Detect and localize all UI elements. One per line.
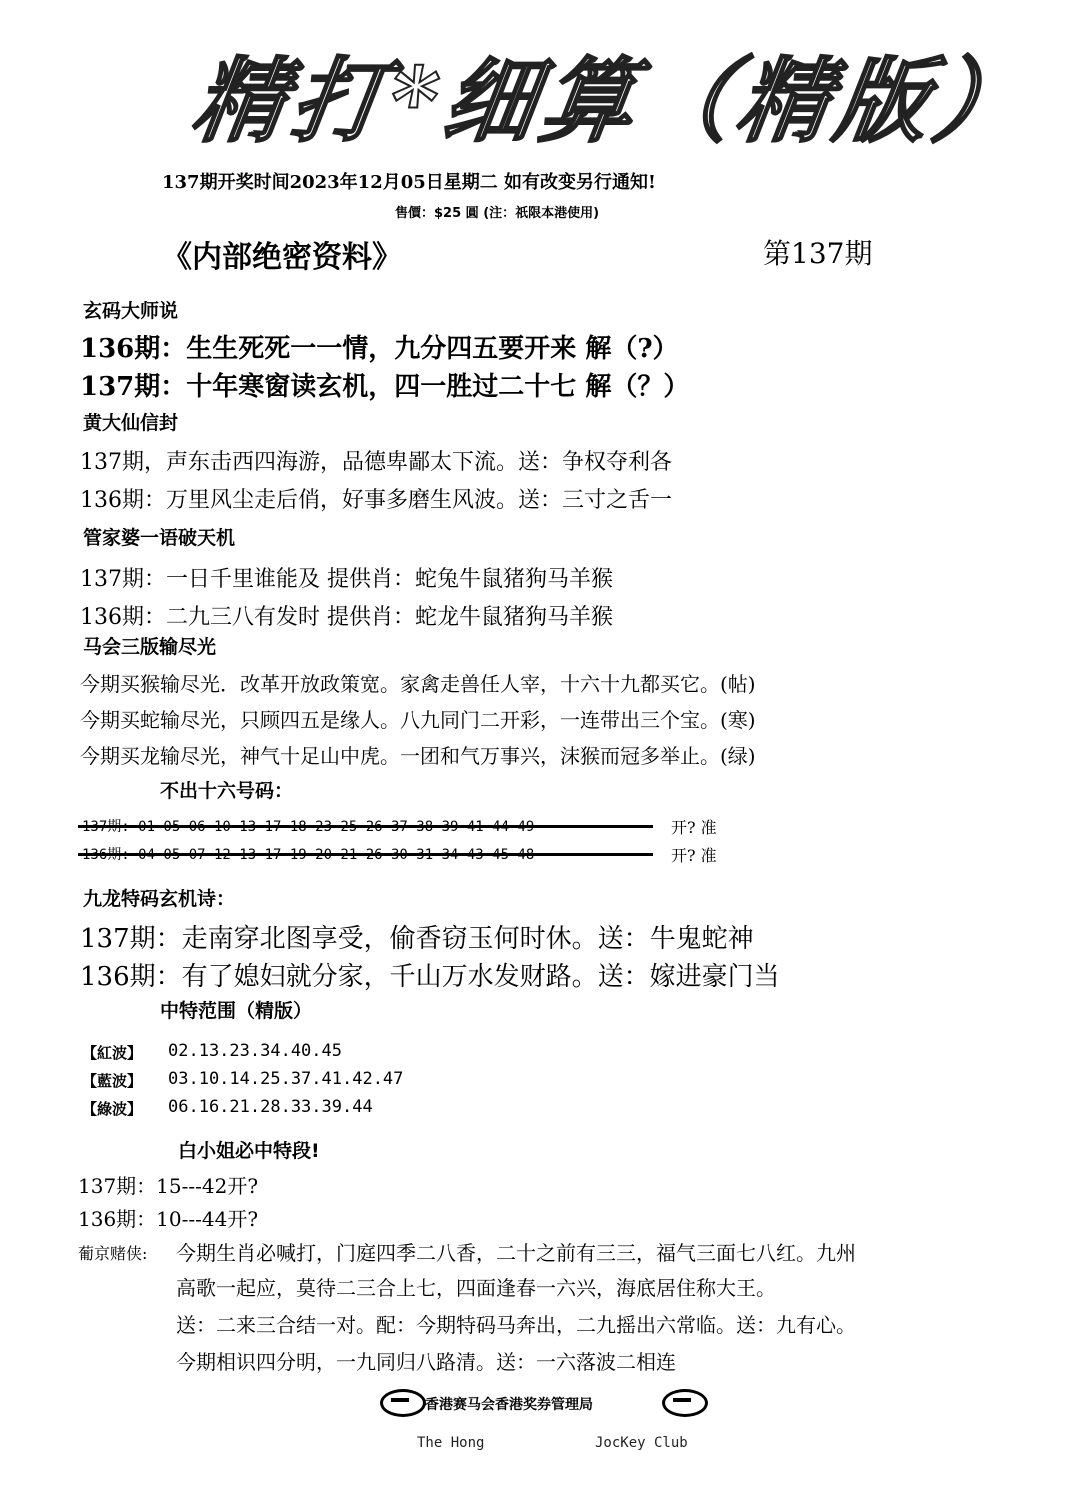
price-note: 售價：$25 圓 (注：祇限本港使用) [395, 206, 600, 221]
org-name: 香港赛马会香港奖券管理局 [425, 1397, 593, 1413]
red-wave-label: 【紅波】 [82, 1044, 143, 1062]
housekeeper-line: 136期：二九三八有发时 提供肖：蛇龙牛鼠猪狗马羊猴 [80, 605, 613, 630]
strike-through-bar [78, 825, 653, 828]
nine-dragon-line: 137期：走南穿北图享受，偷香窃玉何时休。送：牛鬼蛇神 [80, 924, 754, 954]
jockey-club-logo-icon [662, 1389, 708, 1417]
miss-bai-line: 137期：15---42开? [78, 1174, 259, 1198]
envelope-line: 136期：万里风尘走后俏，好事多磨生风波。送：三寸之舌一 [80, 488, 672, 513]
document-name: 《内部绝密资料》 [162, 240, 402, 275]
macau-line: 高歌一起应，莫待二三合上七，四面逢春一六兴，海底居住称大王。 [176, 1276, 776, 1300]
red-wave-numbers: 02.13.23.34.40.45 [168, 1041, 342, 1061]
macau-label: 葡京赌侠: [78, 1244, 148, 1263]
green-wave-label: 【綠波】 [82, 1100, 143, 1118]
issue-number: 第137期 [763, 237, 873, 270]
nine-dragon-line: 136期：有了媳妇就分家，千山万水发财路。送：嫁进豪门当 [80, 962, 780, 992]
envelope-title: 黄大仙信封 [83, 412, 179, 434]
blue-wave-label: 【藍波】 [82, 1072, 143, 1090]
housekeeper-line: 137期：一日千里谁能及 提供肖：蛇兔牛鼠猪狗马羊猴 [80, 567, 613, 592]
no-sixteen-title: 不出十六号码： [160, 780, 294, 802]
org-english-left: The Hong [417, 1435, 485, 1451]
housekeeper-title: 管家婆一语破天机 [83, 527, 236, 549]
master-line: 137期：十年寒窗读玄机，四一胜过二十七 解（？） [80, 372, 690, 402]
macau-line: 今期生肖必喊打，门庭四季二八香，二十之前有三三，福气三面七八红。九州 [176, 1241, 856, 1265]
horse-club-title: 马会三版输尽光 [83, 636, 217, 658]
horse-club-line: 今期买猴输尽光．改革开放政策宽。家禽走兽任人宰，十六十九都买它。(帖) [80, 672, 756, 696]
org-english-right: JocKey Club [595, 1435, 688, 1451]
draw-info: 137期开奖时间2023年12月05日星期二 如有改变另行通知! [162, 172, 656, 193]
master-title: 玄码大师说 [83, 300, 179, 322]
nine-dragon-title: 九龙特码玄机诗： [83, 888, 236, 910]
macau-line: 送：二来三合结一对。配：今期特码马奔出，二九摇出六常临。送：九有心。 [176, 1313, 856, 1337]
range-title: 中特范围（精版） [160, 1000, 313, 1022]
logo-title: 精打*细算（精版） [186, 47, 1040, 155]
macau-line: 今期相识四分明，一九同归八路清。送：一六落波二相连 [176, 1350, 676, 1374]
horse-club-line: 今期买龙输尽光，神气十足山中虎。一团和气万事兴，沫猴而冠多举止。(绿) [80, 744, 756, 768]
horse-club-line: 今期买蛇输尽光，只顾四五是缘人。八九同门二开彩，一连带出三个宝。(寒) [80, 708, 756, 732]
jockey-club-logo-icon [380, 1389, 426, 1417]
master-line: 136期：生生死死一一情，九分四五要开来 解（?） [80, 334, 679, 364]
green-wave-numbers: 06.16.21.28.33.39.44 [168, 1097, 373, 1117]
miss-bai-title: 白小姐必中特段! [178, 1140, 320, 1162]
miss-bai-line: 136期：10---44开? [78, 1207, 259, 1231]
blue-wave-numbers: 03.10.14.25.37.41.42.47 [168, 1069, 404, 1089]
strike-through-bar [78, 853, 653, 856]
envelope-line: 137期，声东击西四海游，品德卑鄙太下流。送：争权夺利各 [80, 450, 672, 475]
no-sixteen-result: 开? 准 [671, 818, 717, 837]
no-sixteen-result: 开? 准 [671, 846, 717, 865]
